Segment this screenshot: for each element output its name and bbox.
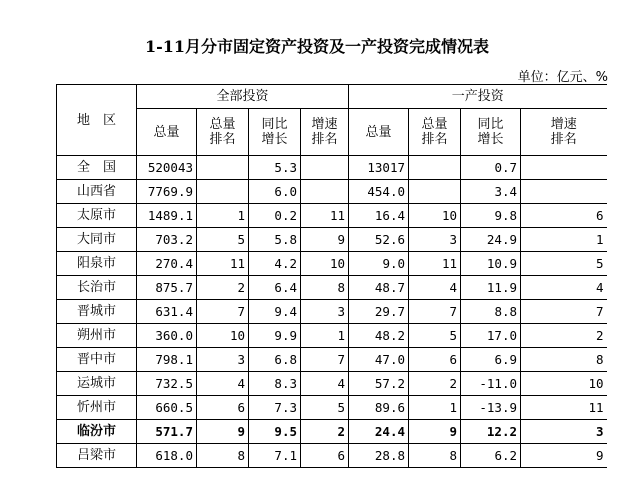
p-rank-cell [409,156,461,180]
p-total-cell: 29.7 [349,300,409,324]
total-cell: 660.5 [137,396,197,420]
p-rank-cell: 7 [409,300,461,324]
growth-rank-cell: 2 [301,420,349,444]
investment-table [56,84,607,468]
total-cell: 1489.1 [137,204,197,228]
col-header-growth-rank: 增速 排名 [301,109,349,156]
p-growth-rank-cell: 5 [521,252,607,276]
total-rank-cell: 11 [197,252,249,276]
p-growth-cell: 10.9 [461,252,521,276]
growth-rank-cell: 7 [301,348,349,372]
p-growth-rank-cell: 8 [521,348,607,372]
region-cell: 全 国 [57,156,137,180]
growth-cell: 0.2 [249,204,301,228]
table-row [57,444,607,468]
p-growth-rank-cell [521,180,607,204]
table-row [57,252,607,276]
p-growth-cell: 24.9 [461,228,521,252]
region-cell: 晋城市 [57,300,137,324]
total-rank-cell: 1 [197,204,249,228]
growth-rank-cell: 4 [301,372,349,396]
col-header-p-total: 总量 [349,109,409,156]
region-cell: 晋中市 [57,348,137,372]
p-rank-cell [409,180,461,204]
growth-cell: 4.2 [249,252,301,276]
p-rank-cell: 10 [409,204,461,228]
subheader-row [57,109,607,156]
p-total-cell: 16.4 [349,204,409,228]
total-cell: 732.5 [137,372,197,396]
p-growth-cell: 6.9 [461,348,521,372]
table-row [57,420,607,444]
p-growth-cell: 9.8 [461,204,521,228]
col-header-p-growth-rank: 增速 排名 [521,109,607,156]
group-header-total: 全部投资 [137,85,349,109]
growth-rank-cell: 5 [301,396,349,420]
total-rank-cell [197,180,249,204]
total-cell: 875.7 [137,276,197,300]
total-rank-cell: 9 [197,420,249,444]
p-rank-cell: 11 [409,252,461,276]
col-header-total: 总量 [137,109,197,156]
region-cell: 忻州市 [57,396,137,420]
total-rank-cell: 4 [197,372,249,396]
total-rank-cell: 6 [197,396,249,420]
p-growth-rank-cell: 11 [521,396,607,420]
p-total-cell: 52.6 [349,228,409,252]
growth-cell: 9.9 [249,324,301,348]
table-row [57,180,607,204]
table-row [57,372,607,396]
region-cell: 长治市 [57,276,137,300]
unit-label: 单位：亿元、% [517,70,608,85]
growth-rank-cell: 9 [301,228,349,252]
p-growth-cell: -11.0 [461,372,521,396]
growth-cell: 6.8 [249,348,301,372]
p-total-cell: 48.2 [349,324,409,348]
p-growth-cell: -13.9 [461,396,521,420]
region-cell: 阳泉市 [57,252,137,276]
growth-rank-cell: 8 [301,276,349,300]
p-growth-rank-cell: 4 [521,276,607,300]
table-row [57,324,607,348]
p-growth-rank-cell: 9 [521,444,607,468]
growth-rank-cell [301,180,349,204]
growth-cell: 8.3 [249,372,301,396]
total-cell: 703.2 [137,228,197,252]
document-title: 1-11月分市固定资产投资及一产投资完成情况表 [144,37,490,56]
region-header: 地 区 [57,85,137,156]
total-rank-cell [197,156,249,180]
p-growth-cell: 0.7 [461,156,521,180]
region-cell: 临汾市 [57,420,137,444]
p-total-cell: 28.8 [349,444,409,468]
p-growth-rank-cell: 1 [521,228,607,252]
total-cell: 360.0 [137,324,197,348]
p-growth-rank-cell: 2 [521,324,607,348]
col-header-p-rank: 总量 排名 [409,109,461,156]
p-rank-cell: 4 [409,276,461,300]
p-growth-rank-cell: 6 [521,204,607,228]
p-rank-cell: 3 [409,228,461,252]
col-header-p-growth: 同比 增长 [461,109,521,156]
growth-cell: 7.1 [249,444,301,468]
p-total-cell: 13017 [349,156,409,180]
col-header-total-rank: 总量 排名 [197,109,249,156]
p-rank-cell: 5 [409,324,461,348]
total-rank-cell: 10 [197,324,249,348]
growth-cell: 5.8 [249,228,301,252]
p-growth-rank-cell: 7 [521,300,607,324]
table-row [57,276,607,300]
p-rank-cell: 9 [409,420,461,444]
growth-cell: 5.3 [249,156,301,180]
p-growth-rank-cell [521,156,607,180]
growth-cell: 7.3 [249,396,301,420]
table-row [57,204,607,228]
p-growth-cell: 3.4 [461,180,521,204]
total-cell: 571.7 [137,420,197,444]
p-total-cell: 454.0 [349,180,409,204]
p-total-cell: 89.6 [349,396,409,420]
region-cell: 运城市 [57,372,137,396]
p-growth-rank-cell: 10 [521,372,607,396]
p-total-cell: 9.0 [349,252,409,276]
growth-rank-cell: 1 [301,324,349,348]
table-body [57,156,607,468]
table-row [57,396,607,420]
total-cell: 631.4 [137,300,197,324]
total-rank-cell: 2 [197,276,249,300]
p-growth-cell: 17.0 [461,324,521,348]
table-row [57,228,607,252]
p-growth-cell: 12.2 [461,420,521,444]
growth-cell: 6.0 [249,180,301,204]
p-rank-cell: 2 [409,372,461,396]
region-cell: 太原市 [57,204,137,228]
region-cell: 大同市 [57,228,137,252]
growth-cell: 9.5 [249,420,301,444]
p-growth-cell: 8.8 [461,300,521,324]
p-rank-cell: 1 [409,396,461,420]
p-total-cell: 24.4 [349,420,409,444]
region-cell: 朔州市 [57,324,137,348]
region-cell: 吕梁市 [57,444,137,468]
growth-cell: 6.4 [249,276,301,300]
p-growth-cell: 6.2 [461,444,521,468]
p-total-cell: 47.0 [349,348,409,372]
total-cell: 7769.9 [137,180,197,204]
growth-rank-cell: 10 [301,252,349,276]
total-cell: 520043 [137,156,197,180]
growth-cell: 9.4 [249,300,301,324]
table-row [57,156,607,180]
total-cell: 798.1 [137,348,197,372]
growth-rank-cell: 6 [301,444,349,468]
total-cell: 618.0 [137,444,197,468]
p-total-cell: 57.2 [349,372,409,396]
growth-rank-cell [301,156,349,180]
p-total-cell: 48.7 [349,276,409,300]
p-growth-rank-cell: 3 [521,420,607,444]
total-rank-cell: 8 [197,444,249,468]
total-rank-cell: 5 [197,228,249,252]
p-rank-cell: 8 [409,444,461,468]
total-cell: 270.4 [137,252,197,276]
col-header-growth: 同比 增长 [249,109,301,156]
group-header-primary: 一产投资 [349,85,607,109]
table-row [57,348,607,372]
growth-rank-cell: 3 [301,300,349,324]
region-cell: 山西省 [57,180,137,204]
total-rank-cell: 7 [197,300,249,324]
total-rank-cell: 3 [197,348,249,372]
table-row [57,300,607,324]
growth-rank-cell: 11 [301,204,349,228]
p-rank-cell: 6 [409,348,461,372]
p-growth-cell: 11.9 [461,276,521,300]
